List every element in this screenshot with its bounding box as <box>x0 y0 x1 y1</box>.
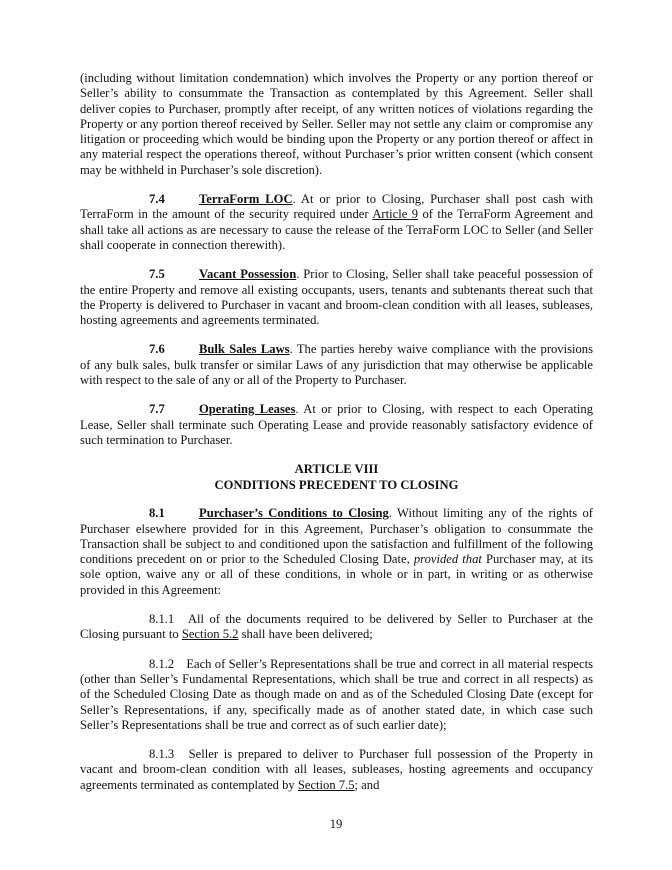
subsection-text: shall have been delivered; <box>238 627 373 642</box>
section-8-1-3 <box>80 747 593 793</box>
page-number: 19 <box>329 817 343 831</box>
section-7-5 <box>80 267 593 328</box>
section-text: Purchaser may, at its sole option, waive any or all of these conditions, in whole or in part, in writing or as otherwise provided in this Agreement: <box>80 552 594 597</box>
cross-reference: Section 5.2 <box>181 627 239 642</box>
subsection-text: All of the documents required to be delivered by Seller to Purchaser at the Closing pursuant to <box>80 612 593 642</box>
cross-reference: Article 9 <box>372 207 419 222</box>
section-number: 7.4 <box>149 192 165 207</box>
section-text: of the TerraForm Agreement and shall take all actions as are necessary to cause the release of the TerraForm LOC to Seller (and Seller shall cooperate in connection therewith). <box>80 207 594 252</box>
section-title: Vacant Possession <box>199 267 297 282</box>
section-number: 8.1 <box>149 506 165 521</box>
section-title: TerraForm LOC <box>199 192 293 207</box>
subsection-number: 8.1.3 <box>149 747 175 762</box>
section-7-7 <box>80 402 593 448</box>
section-number: 7.6 <box>149 342 165 357</box>
section-text: . The parties hereby waive compliance with the provisions of any bulk sales, bulk transfer or similar Laws of any jurisdiction that may otherwise be applicable with respect to the sale of any or all of the Property to Purchaser. <box>80 342 594 388</box>
section-number: 7.7 <box>149 402 165 417</box>
article-heading <box>80 462 593 493</box>
subsection-text: Each of Seller’s Representations shall be true and correct in all material respects (other than Seller’s Fundamental Representations, which shall be true and correct in all respects) as of the Scheduled Closing Date as though made on and as of the Scheduled Closing Date (except for Seller’s Representations, if any, specifically made as of another stated date, in which case such Seller’s Representations shall be true and correct as of such earlier date); <box>80 656 593 732</box>
subsection-number: 8.1.1 <box>149 612 175 627</box>
section-text: . At or prior to Closing, with respect to each Operating Lease, Seller shall terminate such Operating Lease and provide reasonably satisfactory evidence of such termination to Purchaser. <box>80 402 593 447</box>
cross-reference: Section 7.5 <box>297 777 355 792</box>
section-title: Purchaser’s Conditions to Closing <box>199 506 389 521</box>
section-8-1-2 <box>80 657 593 733</box>
intro-paragraph: (including without limitation condemnation) which involves the Property or any portion thereof or Seller’s ability to consummate the Transaction as contemplated by this Agreement. Seller shall deliver copies to Purchaser, promptly after receipt, of any written notices of violations regarding the Property or any portion thereof received by Seller. Seller may not settle any claim or compromise any litigation or proceeding which would be binding upon the Property or any portion thereof or affect in any material respect the operations thereof, without Purchaser’s prior written consent (which consent may be withheld in Purchaser’s sole discretion). <box>80 71 593 177</box>
section-title: Operating Leases <box>199 402 296 417</box>
section-number: 7.5 <box>149 267 165 282</box>
section-8-1 <box>80 506 593 598</box>
subsection-text: ; and <box>354 777 380 792</box>
section-8-1-1 <box>80 612 593 643</box>
proviso-text: provided that <box>413 552 482 567</box>
subsection-text: Seller is prepared to deliver to Purchaser full possession of the Property in vacant and broom-clean condition with all leases, subleases, hosting agreements and occupancy agreements terminated as contemplated by <box>80 747 594 792</box>
subsection-number: 8.1.2 <box>149 656 175 671</box>
section-title: Bulk Sales Laws <box>199 342 290 357</box>
article-number: ARTICLE VIII <box>294 462 379 477</box>
section-text: . Without limiting any of the rights of Purchaser elsewhere provided for in this Agreement, Purchaser’s obligation to consummate the Transaction shall be subject to and conditioned upon the satisfaction and fulfillment of the following conditions precedent on or prior to the Scheduled Closing Date, <box>80 506 593 567</box>
section-text: . Prior to Closing, Seller shall take peaceful possession of the entire Property and remove all existing occupants, users, tenants and subtenants thereat such that the Property is delivered to Purchaser in vacant and broom-clean condition with all leases, subleases, hosting agreements and agreements terminated. <box>80 267 593 328</box>
article-title: CONDITIONS PRECEDENT TO CLOSING <box>214 477 459 492</box>
section-7-4 <box>80 192 593 253</box>
section-7-6 <box>80 342 593 388</box>
page-body <box>80 71 593 807</box>
section-text: . At or prior to Closing, Purchaser shall post cash with TerraForm in the amount of the security required under <box>80 192 593 222</box>
